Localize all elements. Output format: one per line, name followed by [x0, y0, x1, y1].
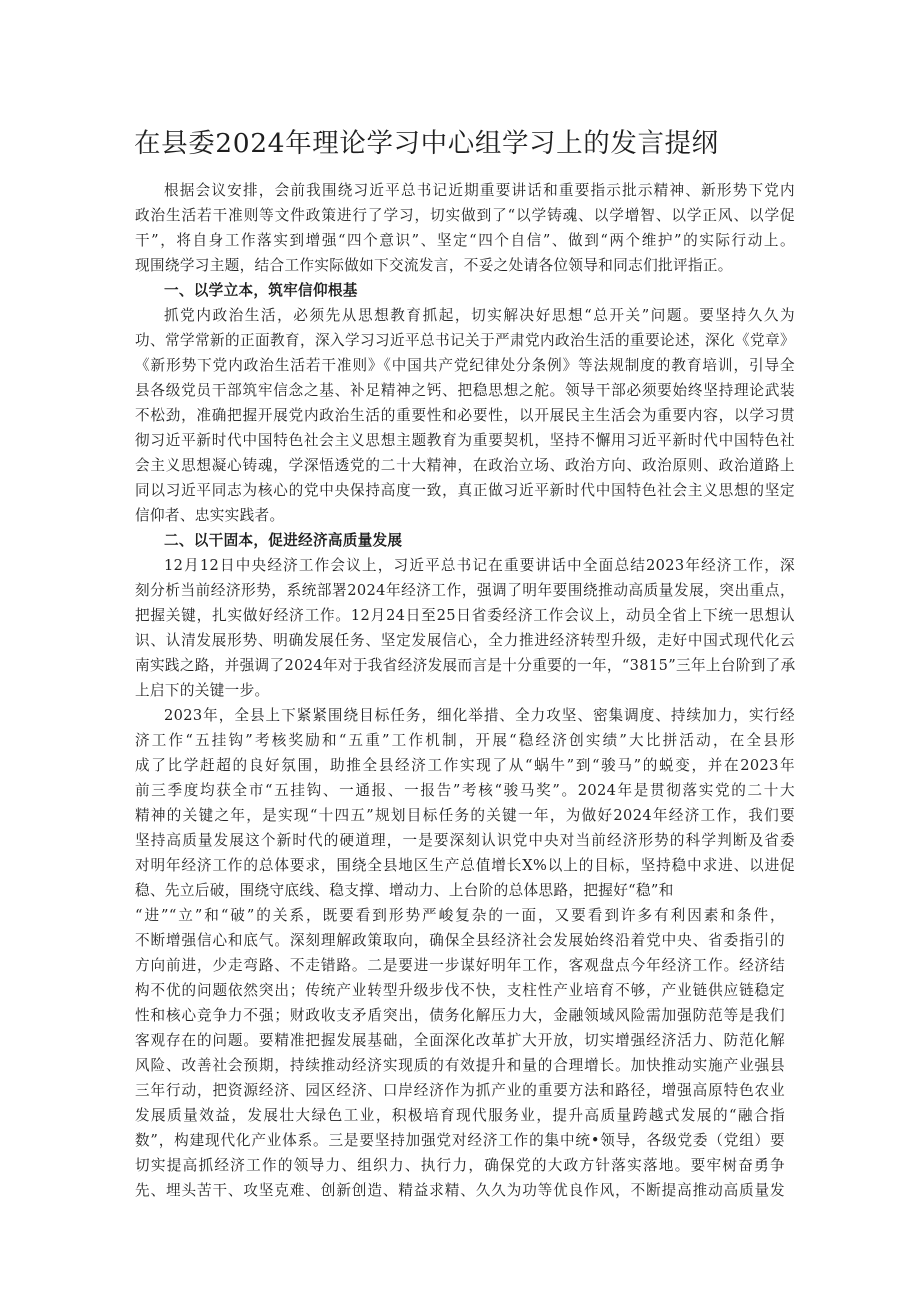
text-line: 政治生活若干准则等文件政策进行了学习，切实做到了“以学铸魂、以学增智、以学正风、以学促 — [135, 207, 795, 224]
text-line: 先、埋头苦干、攻坚克难、创新创造、精益求精、久久为功等优良作风，不断提高推动高质量发 — [135, 1182, 785, 1199]
text-line: 干”，将自身工作落实到增强“四个意识”、坚定“四个自信”、做到“两个维护”的实际行动上。 — [135, 232, 795, 249]
section-heading-2: 二、以干固本，促进经济高质量发展 — [164, 532, 403, 549]
text-line: 上启下的关键一步。 — [135, 682, 270, 699]
text-line: 抓党内政治生活，必须先从思想教育抓起，切实解决好思想“总开关”问题。要坚持久久为 — [164, 307, 795, 324]
text-line: 风险、改善社会预期，持续推动经济实现质的有效提升和量的合理增长。加快推动实施产业强县 — [135, 1057, 785, 1074]
text-line: 信仰者、忠实实践者。 — [135, 507, 285, 524]
text-line: 根据会议安排，会前我围绕习近平总书记近期重要讲话和重要指示批示精神、新形势下党内 — [164, 182, 795, 199]
text-line: 数”，构建现代化产业体系。三是要坚持加强党对经济工作的集中统•领导，各级党委（党组）要 — [135, 1132, 785, 1149]
text-line: 现围绕学习主题，结合工作实际做如下交流发言，不妥之处请各位领导和同志们批评指正。 — [135, 257, 733, 274]
text-line: 性和核心竞争力不强；财政收支矛盾突出，债务化解压力大，金融领域风险需加强防范等是我们 — [135, 1007, 785, 1024]
text-line: 切实提高抓经济工作的领导力、组织力、执行力，确保党的大政方针落实落地。要牢树奋勇争 — [135, 1157, 785, 1174]
text-line: 前三季度均获全市“五挂钩、一通报、一报告”考核“骏马奖”。2024年是贯彻落实党的二十大 — [135, 782, 795, 799]
text-line: 县各级党员干部筑牢信念之基、补足精神之钙、把稳思想之舵。领导干部必须要始终坚持理论武装 — [135, 382, 795, 399]
text-line: 成了比学赶超的良好氛围，助推全县经济工作实现了从“蜗牛”到“骏马”的蜕变，并在2023年 — [135, 757, 795, 774]
text-line: 济工作“五挂钩”考核奖励和“五重”工作机制，开展“稳经济创实绩”大比拼活动，在全县形 — [135, 732, 795, 749]
text-line: 《新形势下党内政治生活若干准则》《中国共产党纪律处分条例》等法规制度的教育培训，引导全 — [135, 357, 795, 374]
text-line: 不断增强信心和底气。深刻理解政策取向，确保全县经济社会发展始终沿着党中央、省委指引的 — [135, 932, 785, 949]
text-line: 对明年经济工作的总体要求，围绕全县地区生产总值增长X%以上的目标，坚持稳中求进、以进促 — [135, 857, 795, 874]
text-line: 三年行动，把资源经济、园区经济、口岸经济作为抓产业的重要方法和路径，增强高原特色农业 — [135, 1082, 785, 1099]
text-line: 精神的关键之年，是实现“十四五”规划目标任务的关键一年，为做好2024年经济工作，我们要 — [135, 807, 795, 824]
text-line: 坚持高质量发展这个新时代的硬道理，一是要深刻认识党中央对当前经济形势的科学判断及省委 — [135, 832, 795, 849]
text-line: 12月12日中央经济工作会议上，习近平总书记在重要讲话中全面总结2023年经济工作，深 — [164, 557, 795, 574]
text-line: 发展质量效益，发展壮大绿色工业，积极培育现代服务业，提升高质量跨越式发展的“融合指 — [135, 1107, 785, 1124]
text-line: 稳、先立后破，围绕守底线、稳支撑、增动力、上台阶的总体思路，把握好“稳”和 — [135, 882, 674, 899]
text-line: “进”“立”和“破”的关系，既要看到形势严峻复杂的一面，又要看到许多有利因素和条件， — [135, 907, 785, 924]
text-line: 识、认清发展形势、明确发展任务、坚定发展信心，全力推进经济转型升级，走好中国式现代化云 — [135, 632, 795, 649]
text-line: 不松劲，准确把握开展党内政治生活的重要性和必要性，以开展民主生活会为重要内容，以学习贯 — [135, 407, 795, 424]
text-line: 客观存在的问题。要精准把握发展基础，全面深化改革扩大开放，切实增强经济活力、防范化解 — [135, 1032, 785, 1049]
text-line: 南实践之路，并强调了2024年对于我省经济发展而言是十分重要的一年，“3815”三年上台阶到了承 — [135, 657, 796, 674]
text-line: 构不优的问题依然突出；传统产业转型升级步伐不快，支柱性产业培育不够，产业链供应链稳定 — [135, 982, 785, 999]
text-line: 刻分析当前经济形势，系统部署2024年经济工作，强调了明年要围绕推动高质量发展，突出重点， — [135, 582, 795, 599]
text-line: 同以习近平同志为核心的党中央保持高度一致，真正做习近平新时代中国特色社会主义思想的坚定 — [135, 482, 795, 499]
text-line: 功、常学常新的正面教育，深入学习习近平总书记关于严肃党内政治生活的重要论述，深化《党章》 — [135, 332, 795, 349]
page-title: 在县委2024年理论学习中心组学习上的发言提纲 — [134, 128, 719, 159]
text-line: 把握关键，扎实做好经济工作。12月24日至25日省委经济工作会议上，动员全省上下统一思想认 — [135, 607, 795, 624]
section-heading-1: 一、以学立本，筑牢信仰根基 — [164, 282, 358, 299]
text-line: 方向前进，少走弯路、不走错路。二是要进一步谋好明年工作，客观盘点今年经济工作。经济结 — [135, 957, 785, 974]
text-line: 彻习近平新时代中国特色社会主义思想主题教育为重要契机，坚持不懈用习近平新时代中国特色社 — [135, 432, 795, 449]
text-line: 会主义思想凝心铸魂，学深悟透党的二十大精神，在政治立场、政治方向、政治原则、政治道路上 — [135, 457, 795, 474]
text-line: 2023年，全县上下紧紧围绕目标任务，细化举措、全力攻坚、密集调度、持续加力，实行经 — [164, 707, 795, 724]
